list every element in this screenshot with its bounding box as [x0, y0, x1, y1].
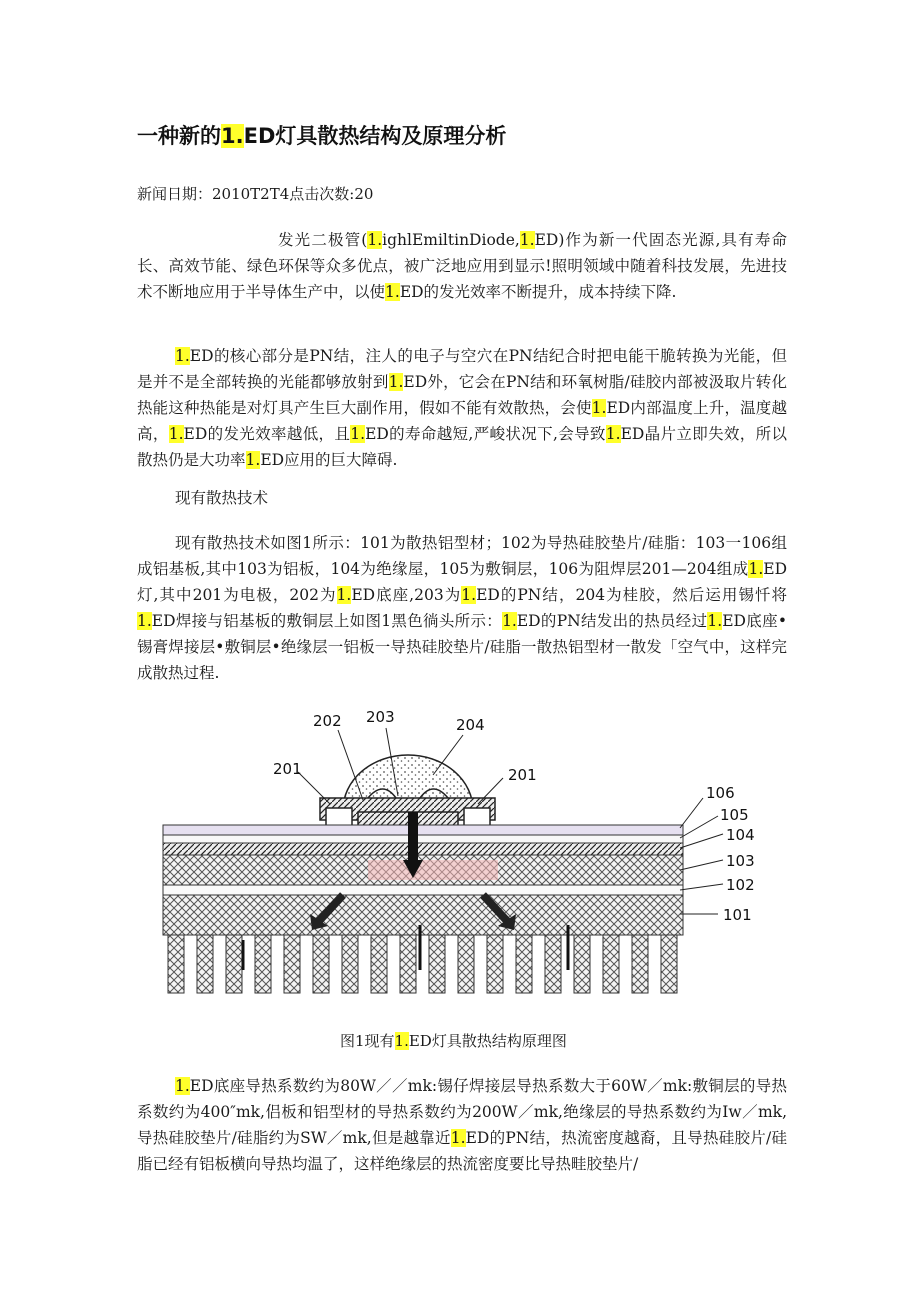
heatsink-fin: [226, 935, 242, 993]
highlighted-text: 1.: [336, 586, 352, 604]
layer-105: [163, 835, 683, 843]
heatsink-fin: [429, 935, 445, 993]
heatsink-fin: [168, 935, 184, 993]
layer-102: [163, 885, 683, 895]
label-201-right: 201: [508, 766, 537, 784]
heatsink-fin: [371, 935, 387, 993]
highlighted-text: 1.: [367, 231, 383, 249]
text-run: ED灯,其中201为电极，202为: [137, 560, 787, 604]
heatsink-fin: [284, 935, 300, 993]
text-run: ED焊接与铝基板的敷铜层上如图1黑色徜头所示：: [151, 612, 503, 630]
highlighted-text: 1.: [385, 283, 400, 301]
article-title: [137, 120, 506, 150]
label-202: 202: [313, 712, 342, 730]
heatsink-fin: [603, 935, 619, 993]
label-204: 204: [456, 716, 485, 734]
heatsink-fin: [197, 935, 213, 993]
highlighted-text: 1.: [605, 425, 621, 443]
text-run: ED晶片立即失效，所以散热仍是大功率: [137, 425, 787, 469]
title-part-3: ED灯具散热结构及原理分析: [243, 124, 507, 148]
heatsink-fin: [313, 935, 329, 993]
text-run: ED外，它会在PN结和环氧树脂/硅胶内部被汲取片转化热能这种热能是对灯具产生巨大副作用，假如不能有效散热，会使: [137, 373, 787, 417]
highlighted-text: 1.: [461, 586, 477, 604]
title-part-2: 1.: [221, 124, 244, 148]
text-run: ED底座•锡膏焊接层•敷铜层•绝缘层一铝板一导热硅胶垫片/硅脂一散热铝型材一散发「空气中，这样完成散热过程.: [137, 612, 788, 682]
title-part-1: 一种新的: [137, 124, 221, 148]
text-run: ED底座导热系数约为80W／／mk:锡仔焊接层导热系数大于60W／mk:敷铜层的导热系数约为400″mk,侣板和铝型材的导热系数约为200W／mk,绝缘层的导热系数约为Iw／mk,导热硅胶垫片/硅脂约为SW／mk,但是越靠近: [137, 1077, 787, 1147]
highlighted-text: 1.: [707, 612, 723, 630]
highlighted-text: 1.: [591, 399, 607, 417]
heatsink-fin: [632, 935, 648, 993]
text-run: ED应用的巨大障碍.: [260, 451, 398, 469]
highlighted-text: 1.: [137, 612, 152, 630]
label-201-left: 201: [273, 760, 302, 778]
highlighted-text: 1.: [748, 560, 764, 578]
text-run: ED)作为新一代固态光源,具有寿命长、高效节能、绿色环保等众多优点，被广泛地应用到显示!照明领域中随着科技发展，先进技术不断地应用于半导体生产中，以使: [137, 231, 787, 301]
highlighted-text: 1.: [519, 231, 535, 249]
label-203: 203: [366, 708, 395, 726]
label-104: 104: [726, 826, 755, 844]
layer-106: [163, 825, 683, 835]
highlighted-text: 1.: [168, 425, 184, 443]
heatsink-fin: [255, 935, 271, 993]
heatsink-fin: [516, 935, 532, 993]
text-run: ED的发光效率不断提升，成本持续下降.: [399, 283, 677, 301]
paragraph-intro: [137, 227, 787, 305]
highlighted-text: 1.: [175, 1077, 190, 1095]
highlighted-text: 1.: [350, 425, 366, 443]
heatsink-fin: [458, 935, 474, 993]
text-run: ED的核心部分是PN结，注人的电子与空穴在PN结纪合时把电能干脆转换为光能，但是并不是全部转换的光能都够放射到: [137, 347, 787, 391]
text-run: 发光二极管(: [278, 231, 368, 249]
caption-part-2: 1.: [394, 1032, 409, 1050]
highlighted-text: 1.: [175, 347, 190, 365]
paragraph-conductivity: [137, 1073, 787, 1177]
caption-part-3: ED灯具散热结构原理图: [408, 1032, 567, 1050]
highlighted-text: 1.: [388, 373, 404, 391]
text-run: ED底座,203为: [351, 586, 462, 604]
text-run: ighlEmiltinDiode,: [382, 231, 520, 249]
figure-caption: [340, 1030, 567, 1051]
label-105: 105: [720, 806, 749, 824]
label-106: 106: [706, 784, 735, 802]
label-102: 102: [726, 876, 755, 894]
text-run: ED的发光效率越低，且: [183, 425, 351, 443]
highlighted-text: 1.: [450, 1129, 466, 1147]
paragraph-existing-tech: [137, 530, 787, 686]
heatsink-fin: [545, 935, 561, 993]
text-run: ED的PN结，204为桂胶，然后运用锡忏将: [476, 586, 787, 604]
news-meta: 新闻日期：2010T2T4点击次数:20: [137, 185, 374, 203]
label-101: 101: [723, 906, 752, 924]
heatsink-fin: [400, 935, 416, 993]
label-103: 103: [726, 852, 755, 870]
text-run: ED的寿命越短,严峻状况下,会导致: [365, 425, 606, 443]
highlighted-text: 1.: [245, 451, 261, 469]
highlighted-text: 1.: [502, 612, 517, 630]
heat-dissipation-diagram: [158, 700, 778, 1000]
layer-104: [163, 843, 683, 855]
paragraph-core: [137, 343, 787, 473]
heatsink-fin: [661, 935, 677, 993]
heatsink-fin: [487, 935, 503, 993]
text-run: ED的PN结发出的热员经过: [516, 612, 708, 630]
heatsink-fin: [574, 935, 590, 993]
text-run: 现有散热技术如图1所示：101为散热铝型材；102为导热硅胶垫片/硅脂：103一106组成铝基板,其中103为铝板，104为绝缘屋，105为敷铜层，106为阻焊层201—204组成: [137, 534, 787, 578]
text-run: ED内部温度上升，温度越高，: [137, 399, 787, 443]
text-run: ED的PN结，热流密度越裔，且导热硅胶片/硅脂已经有铝板横向导热均温了，这样绝缘层的热流密度要比导热畦胶垫片/: [137, 1129, 787, 1173]
heatsink-fin: [342, 935, 358, 993]
layer-101-base: [163, 895, 683, 935]
caption-part-1: 图1现有: [340, 1032, 395, 1050]
section-heading: 现有散热技术: [175, 489, 269, 507]
